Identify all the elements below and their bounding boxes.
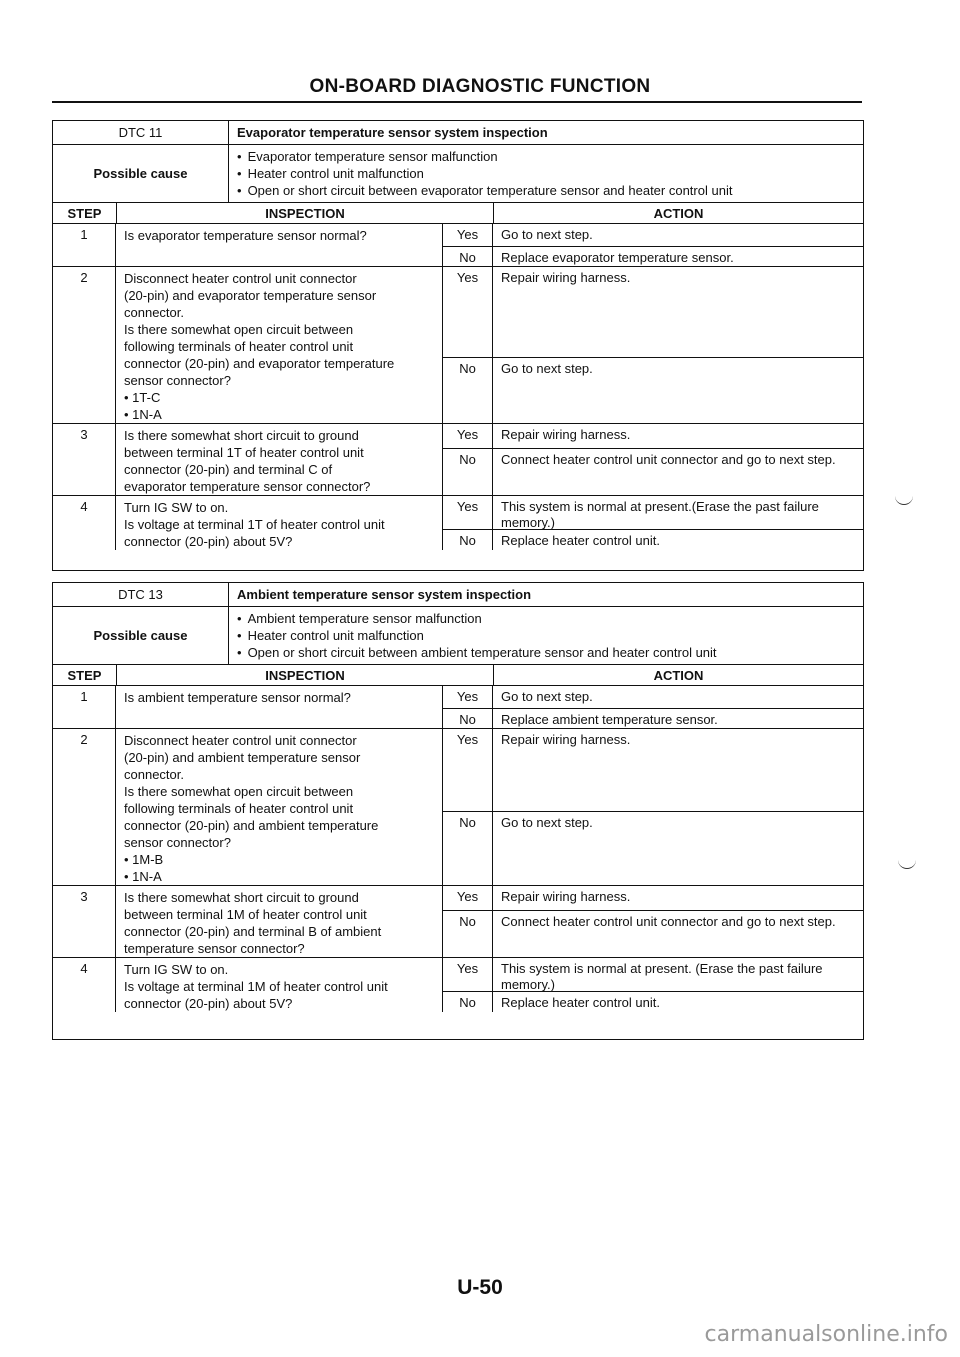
- answer-yes-no: No: [443, 812, 493, 885]
- dtc11-possible-cause-label: Possible cause: [53, 145, 229, 202]
- answer-row: [442, 729, 863, 811]
- answer-yes-no: No: [443, 911, 493, 957]
- step-number: 1: [53, 686, 116, 728]
- inspection-line: Is there somewhat open circuit between: [124, 322, 354, 337]
- dtc13-possible-cause-label: Possible cause: [53, 607, 229, 664]
- answer-row: [442, 958, 863, 991]
- inspection-line: following terminals of heater control unit: [124, 339, 354, 354]
- answer-action: Replace evaporator temperature sensor.: [501, 250, 734, 265]
- inspection-line: sensor connector?: [124, 835, 231, 850]
- dtc11-header-row: [53, 121, 863, 145]
- inspection-line: Is evaporator temperature sensor normal?: [124, 228, 367, 243]
- step-row: [53, 267, 863, 424]
- inspection-line: • 1T-C: [124, 390, 161, 405]
- answer-action: This system is normal at present.(Erase the past failure memory.): [501, 499, 819, 530]
- step-answers: [442, 686, 863, 728]
- answer-row: [442, 267, 863, 357]
- answer-row: [442, 910, 863, 957]
- inspection-line: Turn IG SW to on.: [124, 500, 229, 515]
- inspection-line: connector (20-pin) and evaporator temperature: [124, 356, 395, 371]
- answer-yes-no: No: [443, 709, 493, 728]
- inspection-line: between terminal 1T of heater control unit: [124, 445, 364, 460]
- inspection-column-header: INSPECTION: [117, 203, 494, 223]
- inspection-line: Is voltage at terminal 1T of heater control unit: [124, 517, 385, 532]
- answer-row: [442, 448, 863, 495]
- answer-action: Connect heater control unit connector and go to next step.: [501, 914, 836, 929]
- step-inspection: [116, 886, 442, 957]
- answer-row: [442, 886, 863, 910]
- answer-row: [442, 686, 863, 708]
- answer-action: Connect heater control unit connector and go to next step.: [501, 452, 836, 467]
- inspection-line: Is there somewhat short circuit to ground: [124, 428, 359, 443]
- inspection-line: Is ambient temperature sensor normal?: [124, 690, 351, 705]
- dtc13-cause-list: [229, 607, 863, 664]
- step-column-header: STEP: [53, 203, 117, 223]
- step-number: 2: [53, 267, 116, 423]
- dtc11-cause-item: • Heater control unit malfunction: [237, 165, 863, 182]
- dtc13-column-header-row: [53, 665, 863, 686]
- inspection-line: temperature sensor connector?: [124, 941, 305, 956]
- step-answers: [442, 729, 863, 885]
- answer-action: Replace heater control unit.: [501, 533, 660, 548]
- step-row: [53, 958, 863, 1012]
- answer-yes-no: No: [443, 449, 493, 495]
- answer-row: [442, 529, 863, 550]
- step-answers: [442, 224, 863, 266]
- title-rule: [52, 101, 862, 103]
- step-number: 4: [53, 958, 116, 1012]
- dtc13-table: [52, 582, 864, 1040]
- dtc13-cause-row: [53, 607, 863, 665]
- inspection-line: following terminals of heater control unit: [124, 801, 354, 816]
- inspection-line: connector (20-pin) and terminal C of: [124, 462, 333, 477]
- step-row: [53, 886, 863, 958]
- step-inspection: [116, 729, 442, 885]
- inspection-line: evaporator temperature sensor connector?: [124, 479, 371, 494]
- dtc11-title: Evaporator temperature sensor system inspection: [237, 125, 548, 140]
- step-answers: [442, 958, 863, 1012]
- answer-yes-no: No: [443, 530, 493, 550]
- inspection-line: Disconnect heater control unit connector: [124, 271, 357, 286]
- step-inspection: [116, 424, 442, 495]
- answer-action: This system is normal at present. (Erase the past failure memory.): [501, 961, 823, 992]
- step-number: 3: [53, 424, 116, 495]
- step-column-header: STEP: [53, 665, 117, 685]
- dtc11-column-header-row: [53, 203, 863, 224]
- inspection-line: • 1N-A: [124, 869, 162, 884]
- answer-row: [442, 246, 863, 266]
- answer-action: Go to next step.: [501, 227, 593, 242]
- answer-yes-no: No: [443, 247, 493, 266]
- dtc13-title: Ambient temperature sensor system inspection: [237, 587, 532, 602]
- step-answers: [442, 267, 863, 423]
- answer-row: [442, 991, 863, 1012]
- answer-yes-no: Yes: [443, 224, 493, 246]
- inspection-column-header: INSPECTION: [117, 665, 494, 685]
- step-row: [53, 729, 863, 886]
- step-number: 3: [53, 886, 116, 957]
- watermark: carmanualsonline.info: [704, 1322, 948, 1347]
- answer-action: Repair wiring harness.: [501, 732, 631, 747]
- inspection-line: • 1N-A: [124, 407, 162, 422]
- dtc11-cause-item: • Open or short circuit between evaporator temperature sensor and heater control unit: [237, 182, 863, 199]
- answer-action: Replace ambient temperature sensor.: [501, 712, 718, 727]
- dtc11-cause-row: [53, 145, 863, 203]
- answer-row: [442, 224, 863, 246]
- answer-row: [442, 424, 863, 448]
- answer-yes-no: Yes: [443, 424, 493, 448]
- step-answers: [442, 424, 863, 495]
- inspection-line: connector (20-pin) and ambient temperature: [124, 818, 379, 833]
- step-answers: [442, 496, 863, 550]
- dtc13-cause-item: • Ambient temperature sensor malfunction: [237, 610, 863, 627]
- step-row: [53, 424, 863, 496]
- page-number: U-50: [457, 1276, 503, 1299]
- inspection-line: Is there somewhat open circuit between: [124, 784, 354, 799]
- margin-check-mark: [898, 858, 916, 869]
- step-inspection: [116, 224, 442, 266]
- dtc11-table: [52, 120, 864, 571]
- answer-action: Go to next step.: [501, 361, 593, 376]
- answer-row: [442, 708, 863, 728]
- dtc11-cause-item: • Evaporator temperature sensor malfunction: [237, 148, 863, 165]
- dtc11-cause-list: [229, 145, 863, 202]
- inspection-line: Turn IG SW to on.: [124, 962, 229, 977]
- step-row: [53, 496, 863, 550]
- inspection-line: (20-pin) and evaporator temperature sensor: [124, 288, 377, 303]
- inspection-line: Is there somewhat short circuit to ground: [124, 890, 359, 905]
- answer-yes-no: Yes: [443, 958, 493, 991]
- inspection-line: between terminal 1M of heater control unit: [124, 907, 367, 922]
- answer-yes-no: Yes: [443, 886, 493, 910]
- inspection-line: Disconnect heater control unit connector: [124, 733, 357, 748]
- inspection-line: • 1M-B: [124, 852, 164, 867]
- answer-yes-no: Yes: [443, 686, 493, 708]
- inspection-line: sensor connector?: [124, 373, 231, 388]
- answer-row: [442, 357, 863, 423]
- dtc11-code: DTC 11: [53, 121, 229, 144]
- answer-action: Go to next step.: [501, 689, 593, 704]
- inspection-line: connector (20-pin) and terminal B of ambient: [124, 924, 382, 939]
- step-answers: [442, 886, 863, 957]
- answer-action: Go to next step.: [501, 815, 593, 830]
- step-inspection: [116, 267, 442, 423]
- dtc13-steps: [53, 686, 863, 1012]
- margin-check-mark: [895, 494, 913, 505]
- step-row: [53, 686, 863, 729]
- step-inspection: [116, 496, 442, 550]
- step-number: 2: [53, 729, 116, 885]
- dtc13-cause-item: • Open or short circuit between ambient temperature sensor and heater control unit: [237, 644, 863, 661]
- answer-yes-no: Yes: [443, 729, 493, 811]
- answer-yes-no: Yes: [443, 496, 493, 529]
- step-number: 1: [53, 224, 116, 266]
- answer-action: Replace heater control unit.: [501, 995, 660, 1010]
- step-number: 4: [53, 496, 116, 550]
- step-inspection: [116, 958, 442, 1012]
- page-title: ON-BOARD DIAGNOSTIC FUNCTION: [309, 76, 651, 97]
- step-row: [53, 224, 863, 267]
- answer-action: Repair wiring harness.: [501, 427, 631, 442]
- inspection-line: connector.: [124, 767, 184, 782]
- inspection-line: connector (20-pin) about 5V?: [124, 996, 293, 1011]
- dtc13-code: DTC 13: [53, 583, 229, 606]
- action-column-header: ACTION: [653, 206, 704, 221]
- answer-row: [442, 496, 863, 529]
- answer-yes-no: No: [443, 358, 493, 423]
- dtc13-cause-item: • Heater control unit malfunction: [237, 627, 863, 644]
- answer-action: Repair wiring harness.: [501, 270, 631, 285]
- answer-row: [442, 811, 863, 885]
- inspection-line: (20-pin) and ambient temperature sensor: [124, 750, 361, 765]
- step-inspection: [116, 686, 442, 728]
- action-column-header: ACTION: [653, 668, 704, 683]
- inspection-line: connector (20-pin) about 5V?: [124, 534, 293, 549]
- inspection-line: Is voltage at terminal 1M of heater control unit: [124, 979, 388, 994]
- answer-yes-no: No: [443, 992, 493, 1012]
- answer-yes-no: Yes: [443, 267, 493, 357]
- dtc13-header-row: [53, 583, 863, 607]
- dtc11-steps: [53, 224, 863, 550]
- answer-action: Repair wiring harness.: [501, 889, 631, 904]
- inspection-line: connector.: [124, 305, 184, 320]
